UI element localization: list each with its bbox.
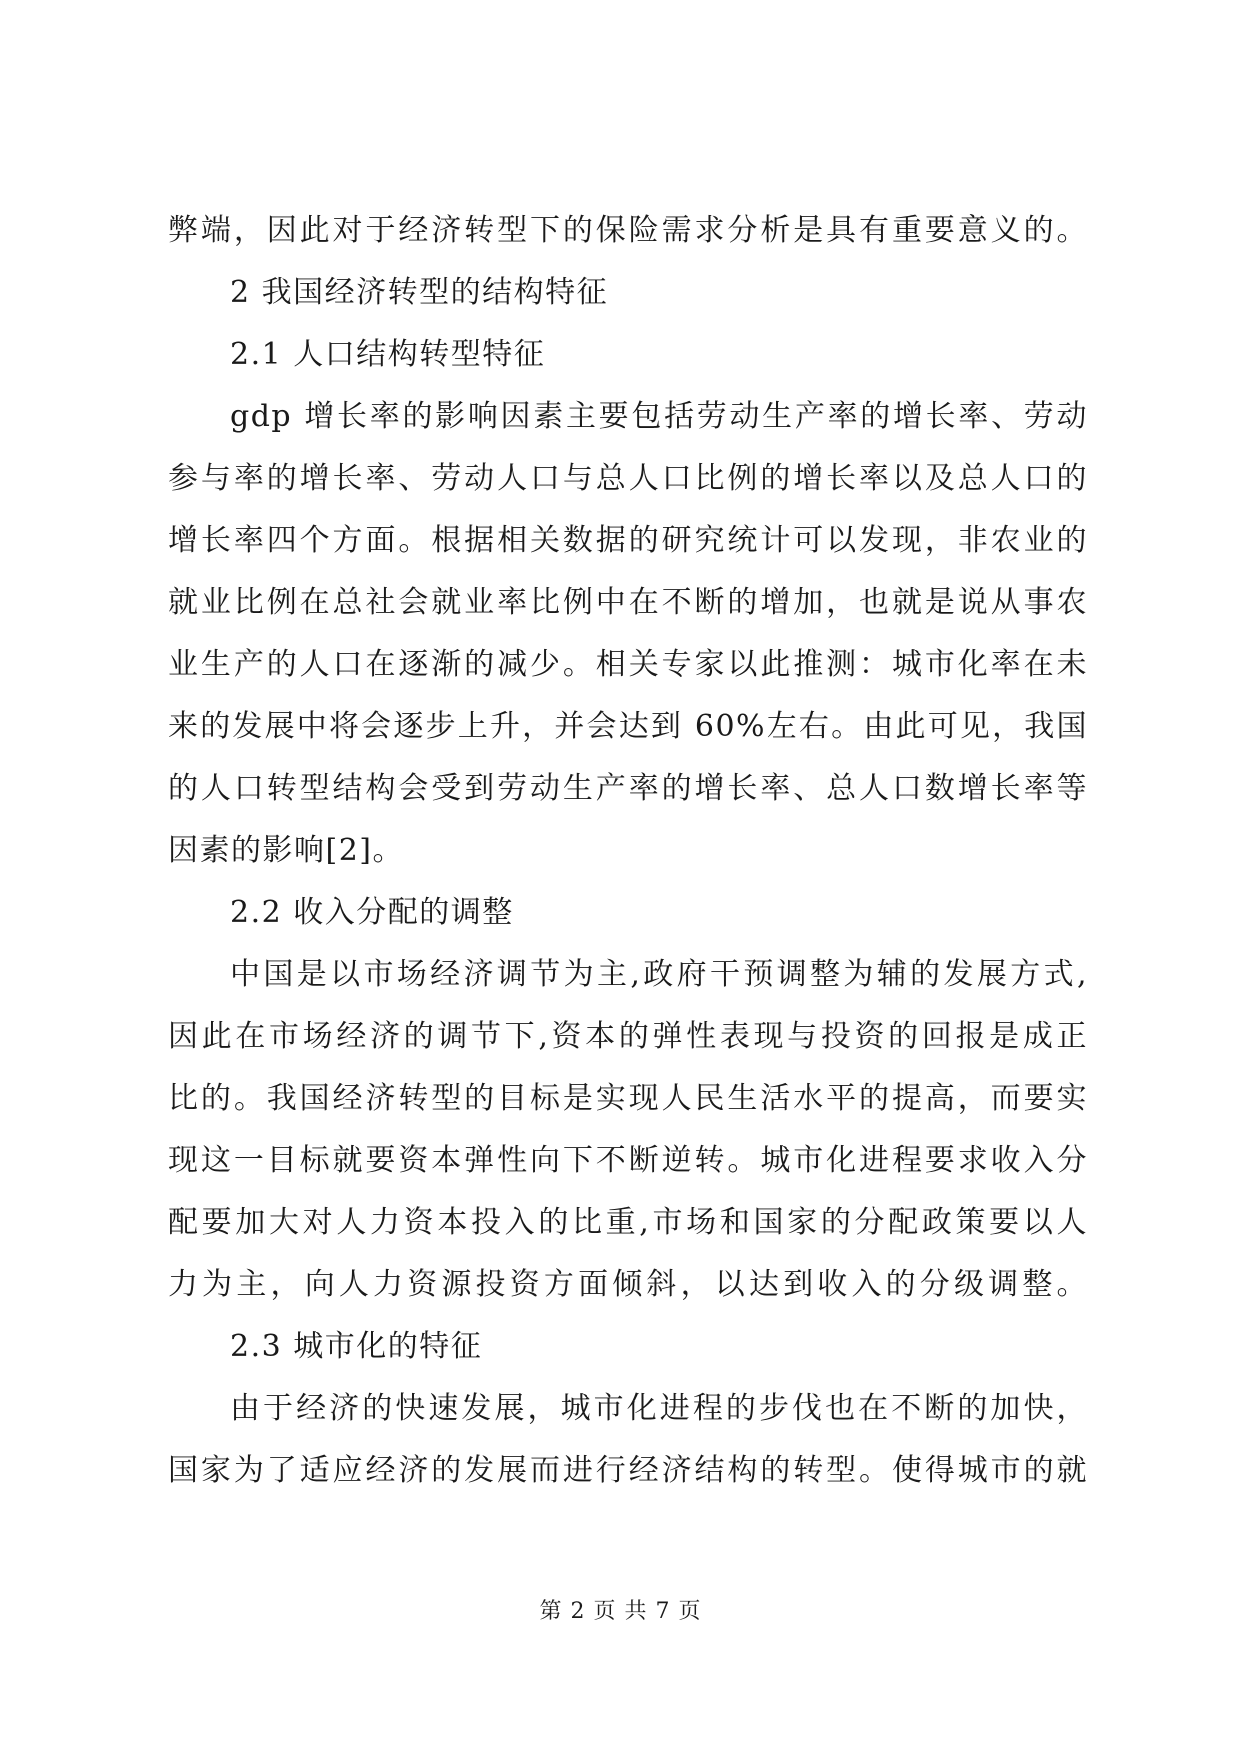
text-line: 力为主，向人力资源投资方面倾斜，以达到收入的分级调整。 xyxy=(168,1267,1088,1302)
text-line: 增长率四个方面。根据相关数据的研究统计可以发现，非农业的 xyxy=(168,523,1088,558)
text-line: 由于经济的快速发展，城市化进程的步伐也在不断的加快， xyxy=(230,1391,1088,1426)
text-line: 比的。我国经济转型的目标是实现人民生活水平的提高，而要实 xyxy=(168,1081,1088,1116)
text-line: 参与率的增长率、劳动人口与总人口比例的增长率以及总人口的 xyxy=(168,461,1088,496)
text-line: 现这一目标就要资本弹性向下不断逆转。城市化进程要求收入分 xyxy=(168,1143,1088,1178)
text-line: 的人口转型结构会受到劳动生产率的增长率、总人口数增长率等 xyxy=(168,771,1088,806)
page-number-footer: 第 2 页 共 7 页 xyxy=(539,1599,702,1624)
text-line: 因此在市场经济的调节下,资本的弹性表现与投资的回报是成正 xyxy=(168,1019,1088,1054)
subsection-heading: 2.1 人口结构转型特征 xyxy=(230,337,546,372)
text-line: 配要加大对人力资本投入的比重,市场和国家的分配政策要以人 xyxy=(168,1205,1088,1240)
text-line: 来的发展中将会逐步上升，并会达到 60%左右。由此可见，我国 xyxy=(168,709,1088,744)
text-line: 就业比例在总社会就业率比例中在不断的增加，也就是说从事农 xyxy=(168,585,1088,620)
text-line: 中国是以市场经济调节为主,政府干预调整为辅的发展方式, xyxy=(230,957,1088,992)
text-line: 业生产的人口在逐渐的减少。相关专家以此推测：城市化率在未 xyxy=(168,647,1088,682)
subsection-heading: 2.3 城市化的特征 xyxy=(230,1329,483,1364)
section-heading: 2 我国经济转型的结构特征 xyxy=(230,275,609,310)
text-line: gdp 增长率的影响因素主要包括劳动生产率的增长率、劳动 xyxy=(230,399,1088,434)
document-body xyxy=(168,200,1088,1502)
subsection-heading: 2.2 收入分配的调整 xyxy=(230,895,514,930)
text-line: 因素的影响[2]。 xyxy=(168,833,404,868)
text-line: 弊端，因此对于经济转型下的保险需求分析是具有重要意义的。 xyxy=(168,213,1088,248)
text-line: 国家为了适应经济的发展而进行经济结构的转型。使得城市的就 xyxy=(168,1453,1088,1488)
